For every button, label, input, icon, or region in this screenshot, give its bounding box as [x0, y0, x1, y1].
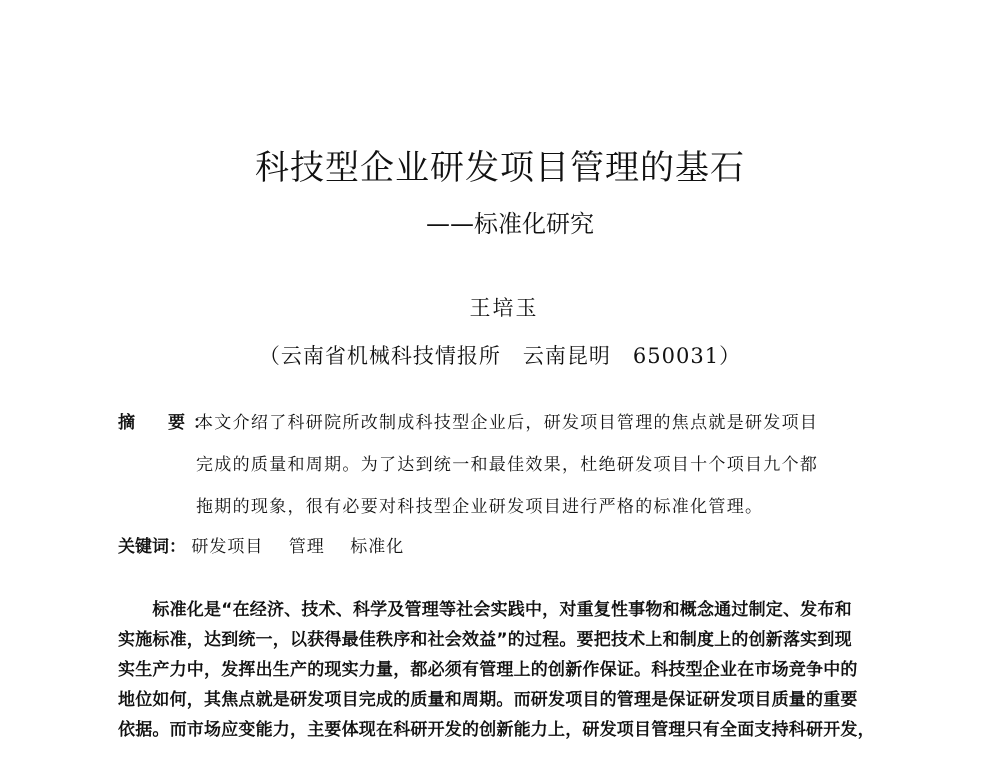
affiliation-postcode: 650031 [632, 344, 720, 368]
affiliation-city: 云南昆明 [522, 344, 611, 368]
abstract-label: 摘 要： [118, 413, 218, 433]
affiliation-institute: 云南省机械科技情报所 [280, 344, 501, 368]
body-line: 地位如何，其焦点就是研发项目完成的质量和周期。而研发项目的管理是保证研发项目质量的重要 [118, 690, 858, 710]
affiliation-open-paren: （ [258, 344, 281, 368]
author-name: 王培玉 [469, 296, 539, 320]
keyword: 管理 [288, 537, 325, 557]
paper-title: 科技型企业研发项目管理的基石 [255, 148, 745, 188]
keyword: 研发项目 [191, 537, 264, 557]
body-line: 实生产力中，发挥出生产的现实力量，都必须有管理上的创新作保证。科技型企业在市场竞争中的 [118, 660, 858, 680]
keywords-block [118, 532, 424, 557]
author-affiliation [0, 340, 1000, 370]
abstract-line: 本文介绍了科研院所改制成科技型企业后，研发项目管理的焦点就是研发项目 [196, 413, 819, 433]
paper-subtitle: ——标准化研究 [426, 210, 594, 238]
body-line: 依据。而市场应变能力，主要体现在科研开发的创新能力上，研发项目管理只有全面支持科研开发， [118, 720, 875, 740]
keywords-label: 关键词： [118, 537, 186, 557]
abstract-line: 拖期的现象，很有必要对科技型企业研发项目进行严格的标准化管理。 [196, 497, 764, 517]
body-line: 标准化是“在经济、技术、科学及管理等社会实践中，对重复性事物和概念通过制定、发布和 [118, 600, 852, 620]
affiliation-close-paren: ） [719, 344, 742, 368]
abstract-line: 完成的质量和周期。为了达到统一和最佳效果，杜绝研发项目十个项目九个都 [196, 455, 819, 475]
body-line: 实施标准，达到统一，以获得最佳秩序和社会效益”的过程。要把技术上和制度上的创新落实到现 [118, 630, 852, 650]
keyword: 标准化 [350, 537, 405, 557]
